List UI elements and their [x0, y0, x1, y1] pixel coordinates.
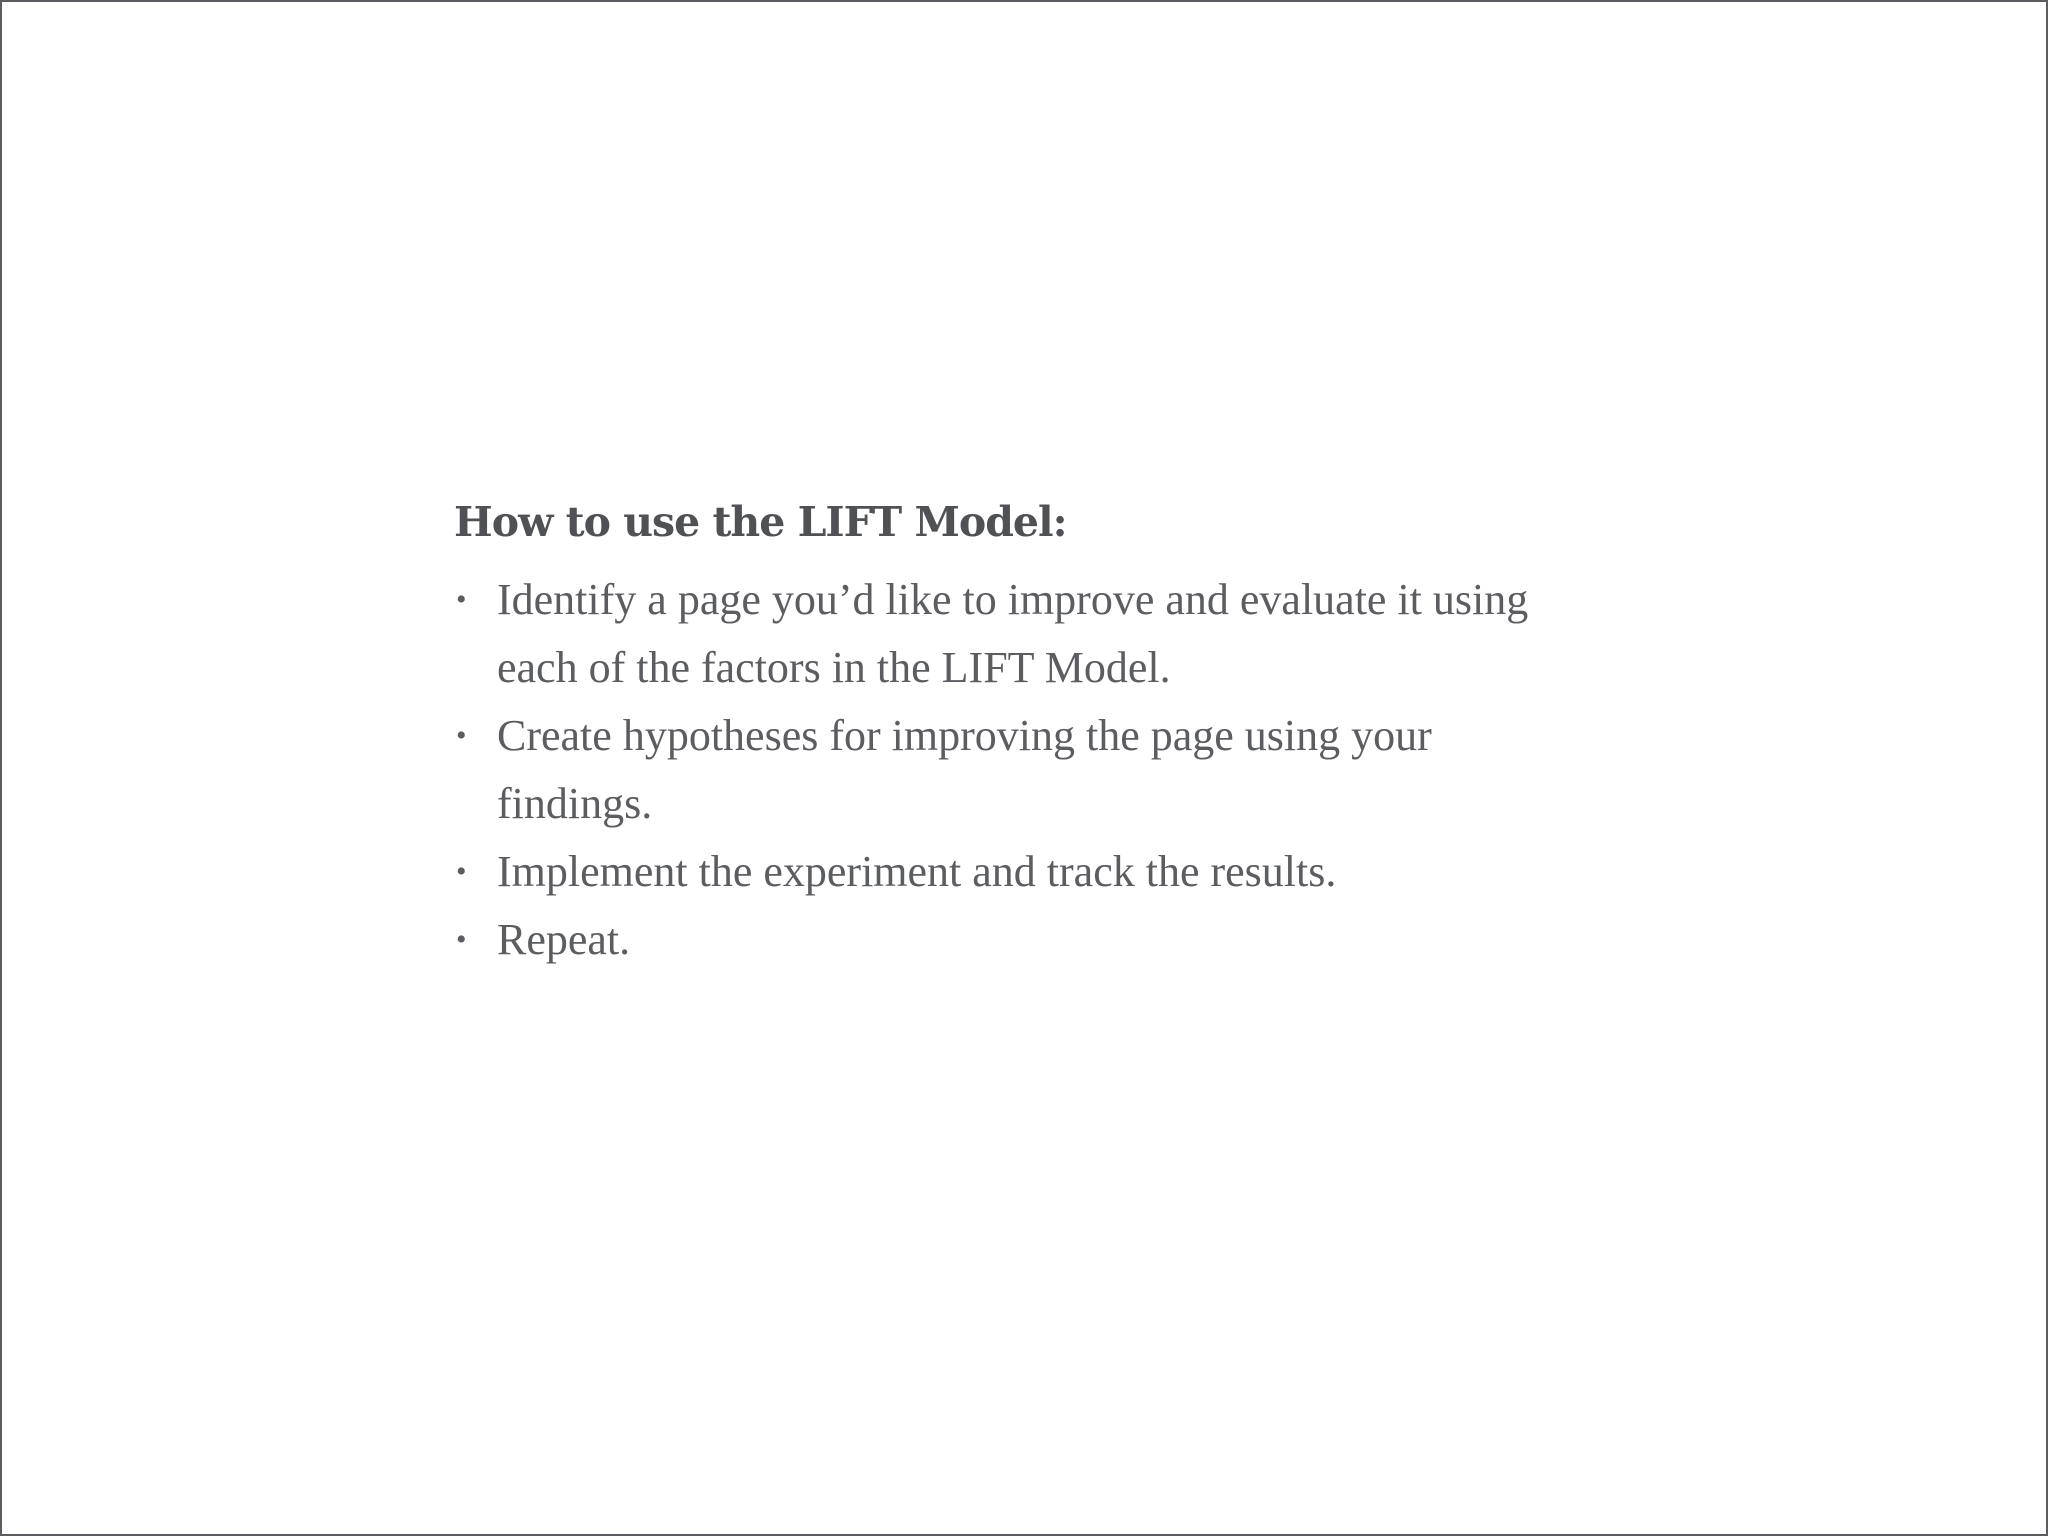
bullet-icon: • [456, 583, 467, 616]
bullet-icon: • [456, 923, 467, 956]
steps-list [454, 566, 1654, 974]
list-item [454, 838, 1654, 906]
list-item-text: Create hypotheses for improving the page using your findings. [497, 711, 1432, 828]
list-item-text: Identify a page you’d like to improve and evaluate it using each of the factors in the LIFT Model. [497, 575, 1529, 692]
bullet-icon: • [456, 855, 467, 888]
list-item [454, 566, 1654, 702]
bullet-icon: • [456, 719, 467, 752]
list-item [454, 702, 1654, 838]
list-item-text: Repeat. [497, 915, 631, 964]
page-title: How to use the LIFT Model: [454, 498, 1067, 546]
list-item [454, 906, 1654, 974]
list-item-text: Implement the experiment and track the results. [497, 847, 1337, 896]
content-block [454, 492, 1654, 974]
